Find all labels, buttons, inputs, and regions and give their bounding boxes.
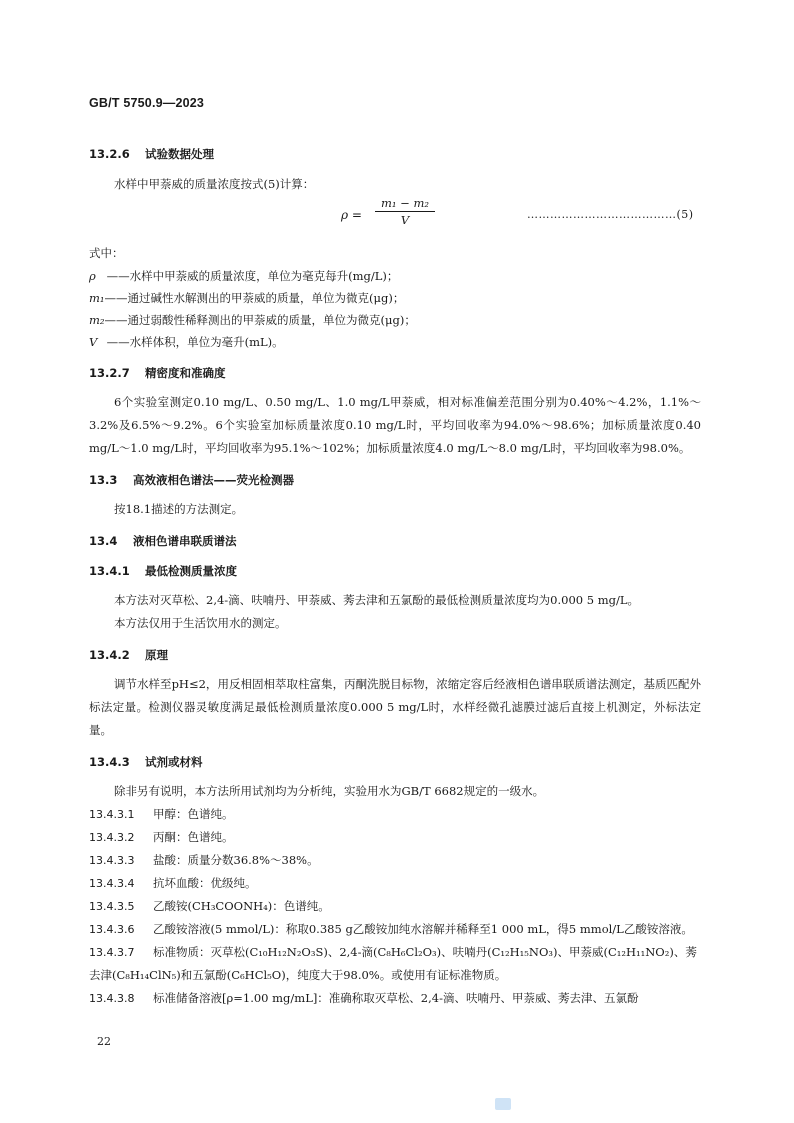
section-number: 13.2.7 bbox=[89, 366, 130, 380]
formula-numerator: m₁ − m₂ bbox=[375, 196, 435, 212]
definition-text: ——水样体积，单位为毫升(mL)。 bbox=[103, 335, 284, 349]
section-title: 高效液相色谱法——荧光检测器 bbox=[133, 473, 294, 487]
definition-symbol: V bbox=[89, 335, 98, 349]
section-heading-13-4-1 bbox=[89, 563, 701, 579]
definition-symbol: ρ bbox=[89, 269, 96, 283]
reagent-number: 13.4.3.1 bbox=[89, 808, 135, 821]
section-title: 原理 bbox=[145, 648, 168, 662]
section-heading-13-4 bbox=[89, 533, 701, 549]
section-title: 精密度和准确度 bbox=[145, 366, 226, 380]
definition-symbol: m₂ bbox=[89, 313, 105, 327]
definition-item bbox=[89, 265, 701, 287]
reagent-item bbox=[89, 849, 701, 872]
document-code-header: GB/T 5750.9—2023 bbox=[89, 96, 205, 110]
equation-number: …………………………………(5) bbox=[527, 208, 694, 221]
section-number: 13.2.6 bbox=[89, 147, 130, 161]
section-heading-13-4-2 bbox=[89, 647, 701, 663]
definition-text: ——通过碱性水解测出的甲萘威的质量，单位为微克(μg)； bbox=[104, 291, 405, 305]
definition-item bbox=[89, 287, 701, 309]
definition-text: ——水样中甲萘威的质量浓度，单位为毫克每升(mg/L)； bbox=[103, 269, 399, 283]
section-heading-13-4-3 bbox=[89, 754, 701, 770]
reagent-text: 标准物质：灭草松(C₁₀H₁₂N₂O₃S)、2,4-滴(C₈H₆Cl₂O₃)、呋喃丹(C₁₂H₁₅NO₃)、甲萘威(C₁₂H₁₁NO₂)、莠去津(C₈H₁₄ClN₅)和五氯酚(C₆HCl₅O)，纯度大于98.0%。或使用有证标准物质。 bbox=[89, 945, 697, 982]
reagent-number: 13.4.3.3 bbox=[89, 854, 135, 867]
reagent-number: 13.4.3.8 bbox=[89, 992, 135, 1005]
scope-text: 本方法仅用于生活饮用水的测定。 bbox=[114, 616, 287, 630]
detection-limit-text: 本方法对灭草松、2,4-滴、呋喃丹、甲萘威、莠去津和五氯酚的最低检测质量浓度均为0.000 5 mg/L。 bbox=[114, 593, 639, 607]
formula-denominator: V bbox=[400, 213, 410, 227]
section-number: 13.4.2 bbox=[89, 648, 130, 662]
document-body bbox=[89, 138, 701, 1010]
reagent-number: 13.4.3.7 bbox=[89, 946, 135, 959]
reagent-item bbox=[89, 826, 701, 849]
reagent-item bbox=[89, 918, 701, 941]
definitions-list bbox=[89, 265, 701, 353]
reagent-item bbox=[89, 872, 701, 895]
reagent-text: 甲醇：色谱纯。 bbox=[153, 807, 234, 821]
section-number: 13.4.1 bbox=[89, 564, 130, 578]
reagent-text: 盐酸：质量分数36.8%～38%。 bbox=[153, 853, 319, 867]
definition-item bbox=[89, 309, 701, 331]
definition-text: ——通过弱酸性稀释测出的甲萘威的质量，单位为微克(μg)； bbox=[104, 313, 416, 327]
section-title: 试剂或材料 bbox=[145, 755, 203, 769]
reagent-number: 13.4.3.5 bbox=[89, 900, 135, 913]
reagent-item bbox=[89, 895, 701, 918]
section-heading-13-2-6 bbox=[89, 146, 701, 162]
section-title: 试验数据处理 bbox=[145, 147, 214, 161]
section-number: 13.4 bbox=[89, 534, 118, 548]
section-heading-13-3 bbox=[89, 472, 701, 488]
principle-paragraph: 调节水样至pH≤2，用反相固相萃取柱富集，丙酮洗脱目标物，浓缩定容后经液相色谱串联质谱法测定，基质匹配外标法定量。检测仪器灵敏度满足最低检测质量浓度0.000 5 mg/L时，水样经微孔滤膜过滤后直接上机测定，外标法定量。 bbox=[89, 677, 701, 737]
reagent-text: 抗坏血酸：优级纯。 bbox=[153, 876, 257, 890]
precision-paragraph: 6个实验室测定0.10 mg/L、0.50 mg/L、1.0 mg/L甲萘威，相对标准偏差范围分别为0.40%～4.2%，1.1%～3.2%及6.5%～9.2%。6个实验室加标质量浓度0.10 mg/L时，平均回收率为94.0%～98.6%；加标质量浓度0.40 mg/L～1.0 mg/L时，平均回收率为95.1%～102%；加标质量浓度4.0 mg/L～8.0 mg/L时，平均回收率为98.0%。 bbox=[89, 395, 701, 455]
section-number: 13.3 bbox=[89, 473, 118, 487]
reagent-item bbox=[89, 987, 701, 1010]
method-reference: 按18.1描述的方法测定。 bbox=[114, 502, 244, 516]
formula-fraction bbox=[375, 196, 435, 227]
definition-item bbox=[89, 331, 701, 353]
reagent-text: 丙酮：色谱纯。 bbox=[153, 830, 234, 844]
watermark-logo bbox=[495, 1098, 511, 1110]
section-title: 液相色谱串联质谱法 bbox=[133, 534, 237, 548]
reagent-list bbox=[89, 803, 701, 1010]
reagent-item bbox=[89, 941, 701, 987]
formula-5 bbox=[89, 196, 701, 236]
formula-intro: 水样中甲萘威的质量浓度按式(5)计算： bbox=[114, 177, 315, 191]
formula-lhs: ρ = bbox=[341, 208, 362, 222]
page-number: 22 bbox=[97, 1035, 111, 1048]
section-title: 最低检测质量浓度 bbox=[145, 564, 237, 578]
reagent-item bbox=[89, 803, 701, 826]
reagent-number: 13.4.3.4 bbox=[89, 877, 135, 890]
reagent-text: 乙酸铵溶液(5 mmol/L)：称取0.385 g乙酸铵加纯水溶解并稀释至1 000 mL，得5 mmol/L乙酸铵溶液。 bbox=[153, 922, 693, 936]
where-label: 式中： bbox=[89, 246, 124, 260]
definition-symbol: m₁ bbox=[89, 291, 105, 305]
reagent-text: 乙酸铵(CH₃COONH₄)：色谱纯。 bbox=[153, 899, 330, 913]
reagent-text: 标准储备溶液[ρ=1.00 mg/mL]：准确称取灭草松、2,4-滴、呋喃丹、甲萘威、莠去津、五氯酚 bbox=[153, 991, 639, 1005]
reagent-number: 13.4.3.2 bbox=[89, 831, 135, 844]
section-number: 13.4.3 bbox=[89, 755, 130, 769]
section-heading-13-2-7 bbox=[89, 365, 701, 381]
reagents-intro: 除非另有说明，本方法所用试剂均为分析纯，实验用水为GB/T 6682规定的一级水。 bbox=[114, 784, 545, 798]
reagent-number: 13.4.3.6 bbox=[89, 923, 135, 936]
